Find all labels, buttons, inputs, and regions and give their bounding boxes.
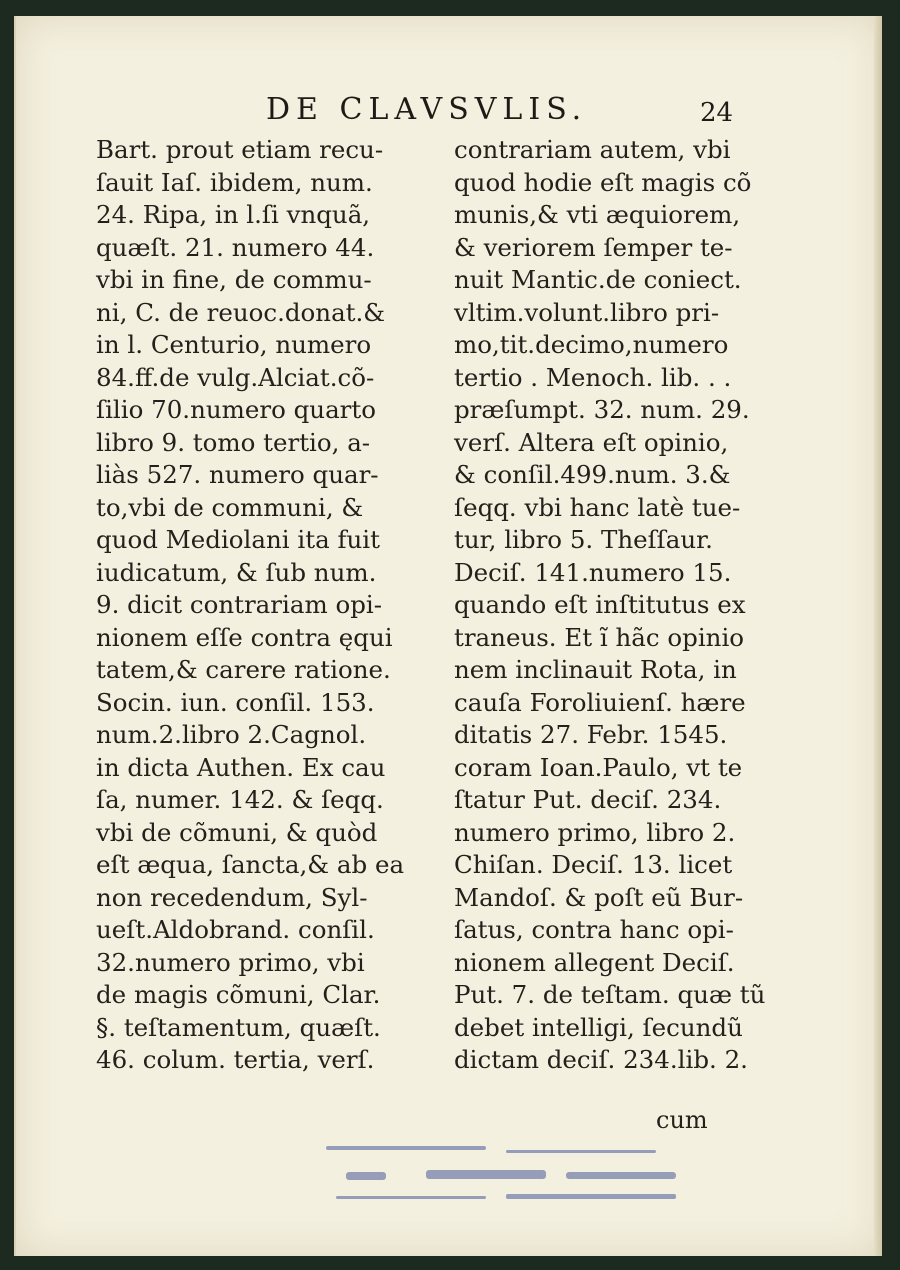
text-line: ditatis 27. Febr. 1545. [454,720,728,749]
text-line: ſtatur Put. deciſ. 234. [454,785,722,814]
catchword: cum [656,1106,708,1134]
text-line: de magis cõmuni, Clar. [96,980,381,1009]
text-line: nuit Mantic.de coniect. [454,265,742,294]
text-line: nionem eſſe contra ęqui [96,622,393,652]
text-line: Put. 7. de teſtam. quæ tũ [454,980,766,1009]
text-line: Mandoſ. & poſt eũ Bur- [454,882,744,912]
text-line: ueſt.Aldobrand. conſil. [96,915,375,944]
page-number: 24 [700,98,734,128]
running-title: DE CLAVSVLIS. [266,92,588,127]
text-line: verſ. Altera eſt opinio, [454,427,729,457]
text-line: 32.numero primo, vbi [96,947,365,977]
text-line: tatem,& carere ratione. [96,655,391,684]
text-line: debet intelligi, ſecundũ [454,1012,743,1042]
text-line: tur, libro 5. Theſſaur. [454,525,713,554]
text-line: quod Mediolani ita fuit [96,525,380,554]
text-line: dictam deciſ. 234.lib. 2. [454,1045,748,1074]
text-line: tertio . Menoch. lib. . . [454,362,732,392]
text-line: libro 9. tomo tertio, a- [96,427,371,457]
left-column [96,134,416,1077]
text-line: 9. dicit contrariam opi- [96,590,383,619]
text-line: vbi de cõmuni, & quòd [96,817,378,847]
text-line: contrariam autem, vbi [454,135,731,164]
text-line: Bart. prout etiam recu- [96,135,384,164]
text-line: Socin. iun. conſil. 153. [96,687,375,717]
library-stamp [316,1136,696,1216]
text-line: quando eſt inſtitutus ex [454,590,746,619]
text-line: traneus. Et ĩ hãc opinio [454,622,745,652]
text-line: Deciſ. 141.numero 15. [454,557,732,587]
text-line: præſumpt. 32. num. 29. [454,395,750,424]
text-line: eſt æqua, ſancta,& ab ea [96,850,405,879]
text-line: to,vbi de communi, & [96,492,364,522]
text-line: Chiſan. Deciſ. 13. licet [454,850,733,879]
text-line: & veriorem ſemper te- [454,232,733,262]
text-line: 24. Ripa, in l.ſi vnquã, [96,200,371,229]
text-line: mo,tit.decimo,numero [454,330,729,359]
text-line: coram Ioan.Paulo, vt te [454,752,743,782]
text-line: in dicta Authen. Ex cau [96,752,386,782]
text-line: ſatus, contra hanc opi- [454,915,734,944]
text-line: iudicatum, & ſub num. [96,557,377,587]
text-line: 84.ff.de vulg.Alciat.cõ- [96,362,375,392]
text-line: quæſt. 21. numero 44. [96,232,375,262]
text-line: quod hodie eſt magis cõ [454,167,752,197]
text-line: vltim.volunt.libro pri- [454,297,720,327]
text-line: ſauit Iaſ. ibidem, num. [96,167,373,197]
text-line: 46. colum. tertia, verſ. [96,1045,375,1074]
text-line: ni, C. de reuoc.donat.& [96,297,386,327]
text-line: in l. Centurio, numero [96,330,372,359]
text-line: liàs 527. numero quar- [96,460,379,489]
right-column [454,134,784,1077]
page-header [16,84,882,128]
text-line: ſeqq. vbi hanc latè tue- [454,492,741,522]
text-line: munis,& vti æquiorem, [454,200,741,229]
text-line: & conſil.499.num. 3.& [454,460,731,489]
text-line: cauſa Foroliuienſ. hære [454,687,746,717]
text-line: num.2.libro 2.Cagnol. [96,720,367,749]
text-line: nem inclinauit Rota, in [454,655,737,684]
book-page [14,16,882,1256]
text-line: vbi in fine, de commu- [96,265,372,294]
text-line: non recedendum, Syl- [96,882,368,912]
text-line: nionem allegent Deciſ. [454,947,735,977]
text-line: §. teſtamentum, quæſt. [96,1012,381,1042]
text-line: ſa, numer. 142. & ſeqq. [96,785,384,814]
text-line: ſilio 70.numero quarto [96,395,376,424]
text-line: numero primo, libro 2. [454,817,736,847]
page-edge [874,16,882,1256]
